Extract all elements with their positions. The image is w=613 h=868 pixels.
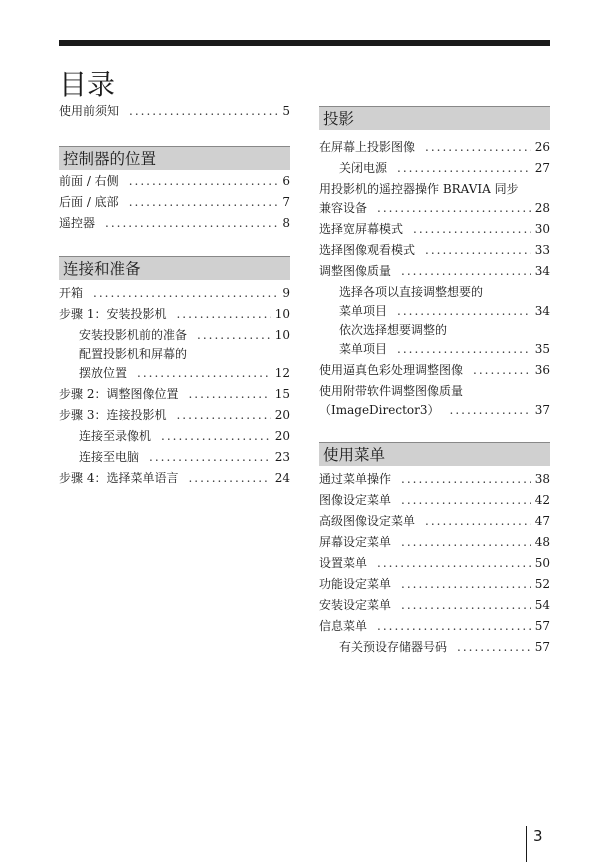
toc-subentry[interactable]: 关闭电源 ..... 27: [319, 159, 550, 178]
section-heading-controls: 控制器的位置: [59, 146, 290, 170]
page-title: 目录: [59, 67, 116, 101]
toc-entry[interactable]: 步骤 3：连接投影机 ..... 20: [59, 406, 290, 425]
toc-subentry[interactable]: 连接至录像机 ..... 20: [59, 427, 290, 446]
toc-entry[interactable]: 高级图像设定菜单 ..... 47: [319, 512, 550, 531]
toc-entry[interactable]: 信息菜单 ..... 57: [319, 617, 550, 636]
section-heading-menus: 使用菜单: [319, 442, 550, 466]
toc-entry[interactable]: 兼容设备 ..... 28: [319, 199, 550, 218]
toc-subentry[interactable]: 菜单项目 ..... 35: [319, 340, 550, 359]
top-rule: [59, 40, 550, 46]
toc-entry[interactable]: 前面 / 右侧 ..... 6: [59, 172, 290, 191]
toc-entry[interactable]: 步骤 2：调整图像位置 ..... 15: [59, 385, 290, 404]
section-heading-connect: 连接和准备: [59, 256, 290, 280]
folio-rule: [526, 826, 527, 862]
toc-entry[interactable]: 选择图像观看模式 ..... 33: [319, 241, 550, 260]
toc-entry[interactable]: 选择宽屏幕模式 ..... 30: [319, 220, 550, 239]
toc-entry-line1: 用投影机的遥控器操作 BRAVIA 同步: [319, 182, 519, 196]
toc-subentry[interactable]: 连接至电脑 ..... 23: [59, 448, 290, 467]
toc-list: [319, 470, 550, 657]
toc-list: [59, 284, 290, 488]
toc-entry[interactable]: 屏幕设定菜单 ..... 48: [319, 533, 550, 552]
page-number: 3: [533, 827, 543, 845]
toc-list: [319, 138, 550, 420]
toc-entry[interactable]: 开箱 ..... 9: [59, 284, 290, 303]
toc-subentry-line1: 配置投影机和屏幕的: [79, 347, 188, 361]
toc-entry[interactable]: 安装设定菜单 ..... 54: [319, 596, 550, 615]
toc-subentry[interactable]: 有关预设存储器号码 ..... 57: [319, 638, 550, 657]
toc-entry[interactable]: 遥控器 ..... 8: [59, 214, 290, 233]
toc-entry[interactable]: 设置菜单 ..... 50: [319, 554, 550, 573]
toc-subentry-line1: 选择各项以直接调整想要的: [339, 285, 484, 299]
toc-subentry-line1: 依次选择想要调整的: [339, 323, 448, 337]
toc-entry[interactable]: 通过菜单操作 ..... 38: [319, 470, 550, 489]
toc-entry[interactable]: 使用逼真色彩处理调整图像 ..... 36: [319, 361, 550, 380]
toc-entry-before-use[interactable]: 使用前须知 ..... 5: [59, 102, 290, 121]
toc-entry-line1: 使用附带软件调整图像质量: [319, 384, 464, 398]
toc-entry[interactable]: 步骤 1：安装投影机 ..... 10: [59, 305, 290, 324]
toc-subentry[interactable]: 菜单项目 ..... 34: [319, 302, 550, 321]
toc-entry[interactable]: 图像设定菜单 ..... 42: [319, 491, 550, 510]
toc-list: [59, 172, 290, 233]
toc-entry[interactable]: （ImageDirector3） ..... 37: [319, 401, 550, 420]
toc-entry[interactable]: 后面 / 底部 ..... 7: [59, 193, 290, 212]
toc-entry[interactable]: 在屏幕上投影图像 ..... 26: [319, 138, 550, 157]
toc-left-column: [59, 100, 290, 488]
toc-subentry[interactable]: 安装投影机前的准备 ..... 10: [59, 326, 290, 345]
toc-entry[interactable]: 调整图像质量 ..... 34: [319, 262, 550, 281]
toc-entry[interactable]: 功能设定菜单 ..... 52: [319, 575, 550, 594]
toc-entry[interactable]: 步骤 4：选择菜单语言 ..... 24: [59, 469, 290, 488]
section-heading-projection: 投影: [319, 106, 550, 130]
toc-subentry[interactable]: 摆放位置 ..... 12: [59, 364, 290, 383]
toc-right-column: [319, 100, 550, 657]
